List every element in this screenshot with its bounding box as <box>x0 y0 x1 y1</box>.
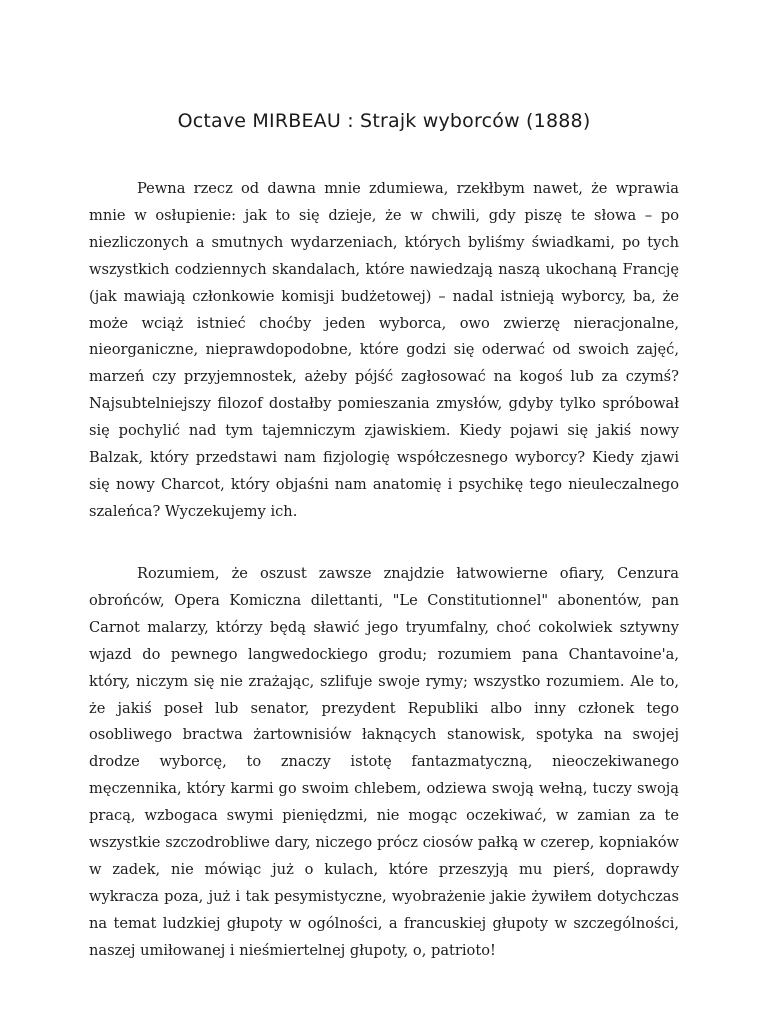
paragraph-1: Pewna rzecz od dawna mnie zdumiewa, rzekłbym nawet, że wprawia mnie w osłupienie: jak to się dzieje, że w chwili, gdy piszę te słowa – po niezliczonych a smutnych wydarzeniach, których byliśmy świadkami, po tych wszystkich codziennych skandalach, które nawiedzają naszą ukochaną Francję (jak mawiają członkowie komisji budżetowej) – nadal istnieją wyborcy, ba, że może wciąż istnieć choćby jeden wyborca, owo zwierzę nieracjonalne, nieorganiczne, nieprawdopodobne, które godzi się oderwać od swoich zajęć, marzeń czy przyjemnostek, ażeby pójść zagłosować na kogoś lub za czymś? Najsubtelniejszy filozof dostałby pomieszania zmysłów, gdyby tylko spróbował się pochylić nad tym tajemniczym zjawiskiem. Kiedy pojawi się jakiś nowy Balzak, który przedstawi nam fizjologię współczesnego wyborcy? Kiedy zjawi się nowy Charcot, który objaśni nam anatomię i psychikę tego nieuleczalnego szaleńca? Wyczekujemy ich. <box>89 180 679 520</box>
document-title: Octave MIRBEAU : Strajk wyborców (1888) <box>177 110 591 132</box>
paragraph-2: Rozumiem, że oszust zawsze znajdzie łatwowierne ofiary, Cenzura obrońców, Opera Komiczna dilettanti, "Le Constitutionnel" abonentów, pan Carnot malarzy, którzy będą sławić jego tryumfalny, choć cokolwiek sztywny wjazd do pewnego langwedockiego grodu; rozumiem pana Chantavoine'a, który, niczym się nie zrażając, szlifuje swoje rymy; wszystko rozumiem. Ale to, że jakiś poseł lub senator, prezydent Republiki albo inny członek tego osobliwego bractwa żartownisiów łaknących stanowisk, spotyka na swojej drodze wyborcę, to znaczy istotę fantazmatyczną, nieoczekiwanego męczennika, który karmi go swoim chlebem, odziewa swoją wełną, tuczy swoją pracą, wzbogaca swymi pieniędzmi, nie mogąc oczekiwać, w zamian za te wszystkie szczodrobliwe dary, niczego prócz ciosów pałką w czerep, kopniaków w zadek, nie mówiąc już o kulach, które przeszyją mu pierś, doprawdy wykracza poza, już i tak pesymistyczne, wyobrażenie jakie żywiłem dotychczas na temat ludzkiej głupoty w ogólności, a francuskiej głupoty w szczególności, naszej umiłowanej i nieśmiertelnej głupoty, o, patrioto! <box>89 565 679 959</box>
